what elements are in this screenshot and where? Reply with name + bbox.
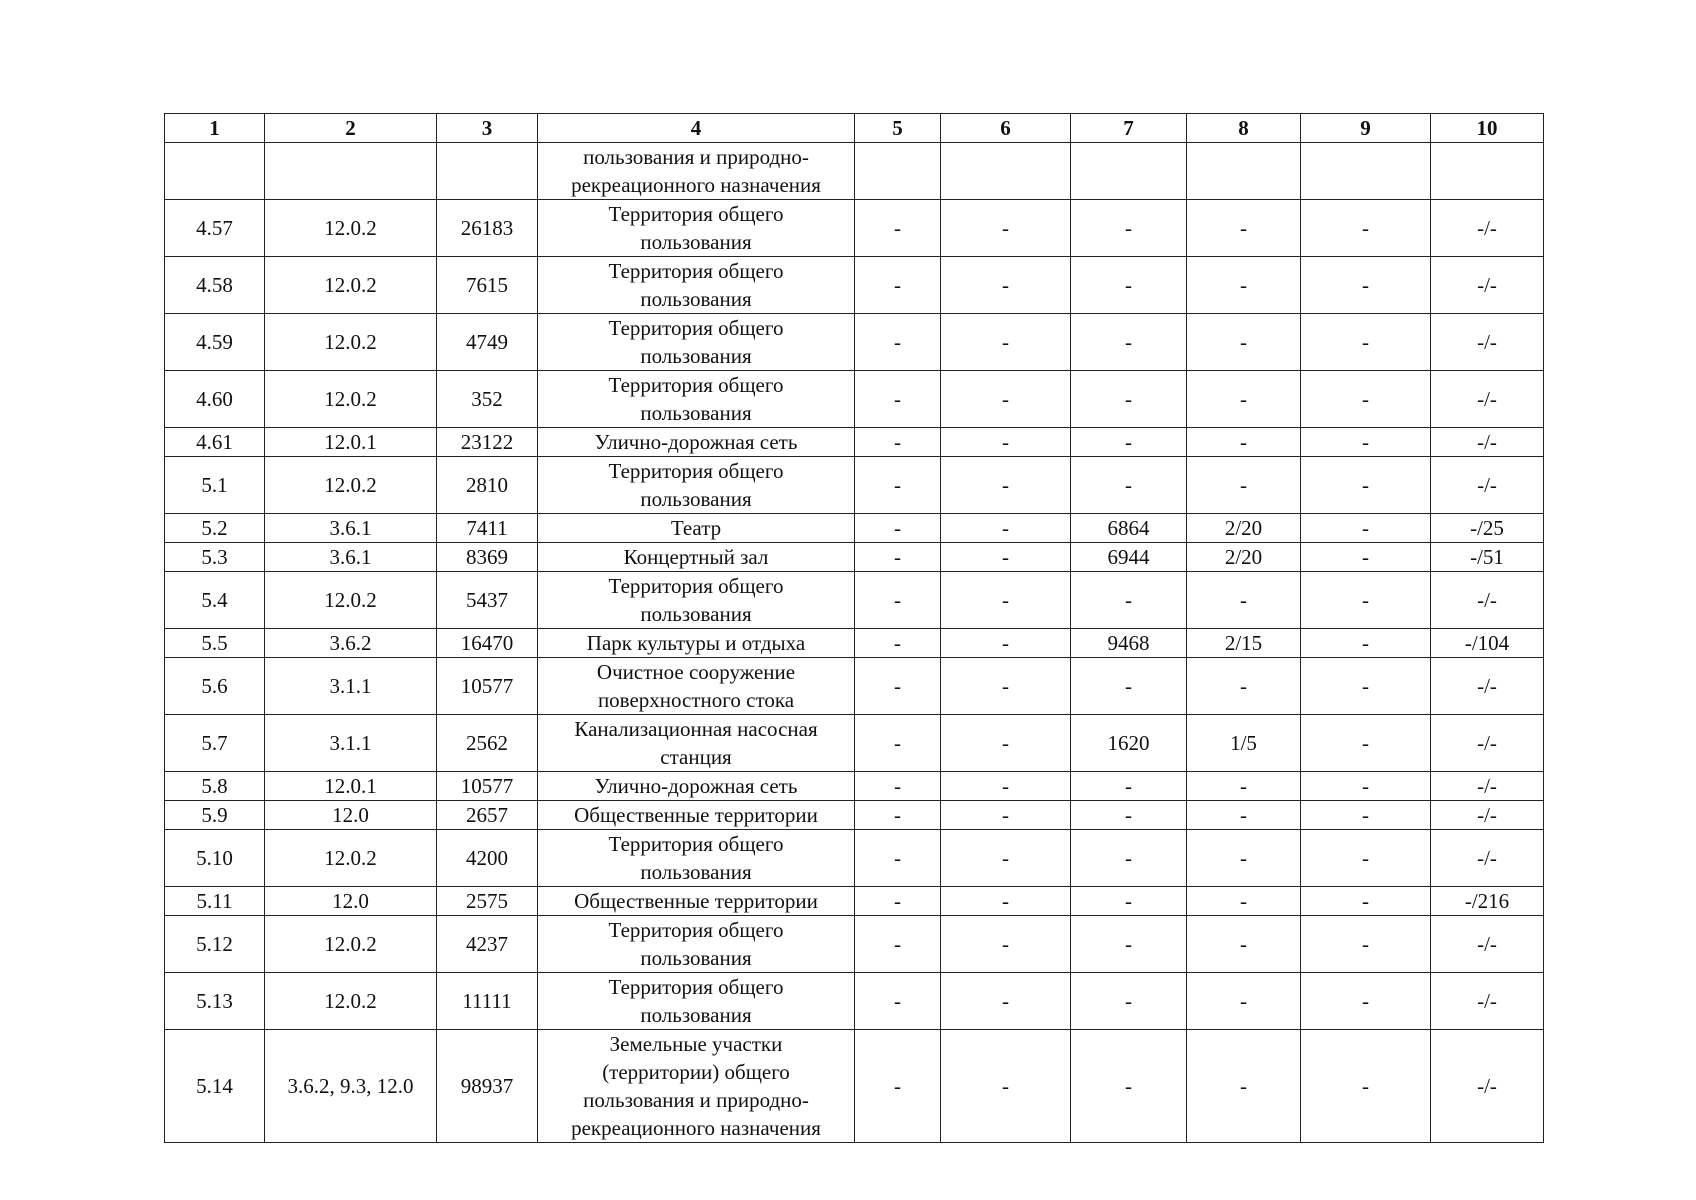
cell-name: Территория общего пользования xyxy=(538,314,855,371)
cell-col5: - xyxy=(855,428,941,457)
cell-col8: - xyxy=(1187,428,1301,457)
cell-area: 11111 xyxy=(437,973,538,1030)
cell-row-number: 5.3 xyxy=(165,543,265,572)
cell-col7: - xyxy=(1071,1030,1187,1143)
cell-col5: - xyxy=(855,572,941,629)
cell-code: 12.0.2 xyxy=(265,257,437,314)
cell-row-number: 4.60 xyxy=(165,371,265,428)
cell-col9: - xyxy=(1301,200,1431,257)
cell-col6: - xyxy=(941,916,1071,973)
table-row xyxy=(165,257,1544,314)
cell-row-number: 4.61 xyxy=(165,428,265,457)
cell-col8: - xyxy=(1187,830,1301,887)
cell-col6 xyxy=(941,143,1071,200)
cell-col6: - xyxy=(941,801,1071,830)
cell-col10: -/25 xyxy=(1431,514,1544,543)
table-row xyxy=(165,371,1544,428)
cell-col5: - xyxy=(855,715,941,772)
cell-area: 98937 xyxy=(437,1030,538,1143)
cell-code: 12.0 xyxy=(265,887,437,916)
cell-col10: -/- xyxy=(1431,572,1544,629)
cell-col8: 1/5 xyxy=(1187,715,1301,772)
cell-name: Территория общего пользования xyxy=(538,457,855,514)
cell-col6: - xyxy=(941,658,1071,715)
cell-col9: - xyxy=(1301,514,1431,543)
cell-col9: - xyxy=(1301,543,1431,572)
cell-area xyxy=(437,143,538,200)
cell-col10: -/51 xyxy=(1431,543,1544,572)
cell-col5: - xyxy=(855,916,941,973)
cell-code: 3.6.1 xyxy=(265,514,437,543)
cell-row-number: 5.5 xyxy=(165,629,265,658)
cell-row-number: 5.7 xyxy=(165,715,265,772)
cell-code: 3.6.2, 9.3, 12.0 xyxy=(265,1030,437,1143)
table-row xyxy=(165,428,1544,457)
cell-col5: - xyxy=(855,1030,941,1143)
table-row xyxy=(165,973,1544,1030)
cell-code: 12.0.2 xyxy=(265,200,437,257)
cell-col8: - xyxy=(1187,371,1301,428)
cell-col6: - xyxy=(941,457,1071,514)
cell-col5: - xyxy=(855,801,941,830)
table-row xyxy=(165,514,1544,543)
cell-col7 xyxy=(1071,143,1187,200)
cell-code xyxy=(265,143,437,200)
cell-area: 2575 xyxy=(437,887,538,916)
cell-col9: - xyxy=(1301,658,1431,715)
cell-area: 10577 xyxy=(437,658,538,715)
cell-code: 12.0.2 xyxy=(265,371,437,428)
cell-row-number: 5.13 xyxy=(165,973,265,1030)
table-row xyxy=(165,1030,1544,1143)
cell-col9: - xyxy=(1301,457,1431,514)
cell-col9: - xyxy=(1301,1030,1431,1143)
cell-col8: - xyxy=(1187,973,1301,1030)
cell-col7: - xyxy=(1071,658,1187,715)
header-cell: 10 xyxy=(1431,114,1544,143)
cell-code: 3.1.1 xyxy=(265,658,437,715)
cell-col9: - xyxy=(1301,715,1431,772)
cell-code: 3.6.1 xyxy=(265,543,437,572)
header-cell: 2 xyxy=(265,114,437,143)
table-row xyxy=(165,314,1544,371)
cell-col5: - xyxy=(855,514,941,543)
cell-col7: - xyxy=(1071,371,1187,428)
cell-col9: - xyxy=(1301,887,1431,916)
cell-col8: - xyxy=(1187,200,1301,257)
cell-col7: - xyxy=(1071,457,1187,514)
cell-row-number: 5.10 xyxy=(165,830,265,887)
cell-col5: - xyxy=(855,658,941,715)
header-cell: 7 xyxy=(1071,114,1187,143)
cell-name: Земельные участки (территории) общего пользования и природно- рекреационного назначения xyxy=(538,1030,855,1143)
cell-col9: - xyxy=(1301,314,1431,371)
cell-col5: - xyxy=(855,973,941,1030)
cell-name: Территория общего пользования xyxy=(538,830,855,887)
cell-col10: -/- xyxy=(1431,801,1544,830)
table-row xyxy=(165,916,1544,973)
cell-row-number: 5.11 xyxy=(165,887,265,916)
cell-col6: - xyxy=(941,887,1071,916)
cell-col7: - xyxy=(1071,428,1187,457)
cell-col10: -/- xyxy=(1431,830,1544,887)
cell-code: 3.1.1 xyxy=(265,715,437,772)
cell-row-number: 5.1 xyxy=(165,457,265,514)
cell-col7: - xyxy=(1071,830,1187,887)
cell-col6: - xyxy=(941,830,1071,887)
header-cell: 8 xyxy=(1187,114,1301,143)
cell-col5 xyxy=(855,143,941,200)
table-row xyxy=(165,143,1544,200)
cell-col8: - xyxy=(1187,772,1301,801)
cell-col6: - xyxy=(941,772,1071,801)
cell-area: 7615 xyxy=(437,257,538,314)
cell-col9: - xyxy=(1301,371,1431,428)
cell-col8 xyxy=(1187,143,1301,200)
table-row xyxy=(165,572,1544,629)
cell-col5: - xyxy=(855,371,941,428)
cell-name: Канализационная насосная станция xyxy=(538,715,855,772)
cell-col6: - xyxy=(941,428,1071,457)
cell-area: 2657 xyxy=(437,801,538,830)
cell-col7: - xyxy=(1071,200,1187,257)
cell-col5: - xyxy=(855,314,941,371)
cell-col9: - xyxy=(1301,257,1431,314)
cell-code: 12.0.2 xyxy=(265,830,437,887)
cell-col8: - xyxy=(1187,572,1301,629)
cell-name: Общественные территории xyxy=(538,887,855,916)
cell-name: Территория общего пользования xyxy=(538,257,855,314)
cell-col5: - xyxy=(855,200,941,257)
cell-area: 26183 xyxy=(437,200,538,257)
cell-col8: - xyxy=(1187,887,1301,916)
cell-col6: - xyxy=(941,314,1071,371)
cell-col8: - xyxy=(1187,257,1301,314)
cell-col6: - xyxy=(941,629,1071,658)
cell-col10: -/- xyxy=(1431,772,1544,801)
cell-col8: - xyxy=(1187,801,1301,830)
cell-col5: - xyxy=(855,257,941,314)
cell-col9: - xyxy=(1301,772,1431,801)
cell-col9: - xyxy=(1301,916,1431,973)
cell-col6: - xyxy=(941,1030,1071,1143)
cell-code: 12.0.1 xyxy=(265,772,437,801)
header-cell: 3 xyxy=(437,114,538,143)
header-cell: 4 xyxy=(538,114,855,143)
cell-area: 4749 xyxy=(437,314,538,371)
cell-row-number: 5.9 xyxy=(165,801,265,830)
data-table xyxy=(164,113,1544,1143)
cell-name: Территория общего пользования xyxy=(538,916,855,973)
cell-col10: -/- xyxy=(1431,973,1544,1030)
cell-col7: - xyxy=(1071,314,1187,371)
cell-col9: - xyxy=(1301,572,1431,629)
header-cell: 5 xyxy=(855,114,941,143)
cell-col9: - xyxy=(1301,428,1431,457)
cell-row-number: 5.12 xyxy=(165,916,265,973)
table-row xyxy=(165,715,1544,772)
cell-name: Концертный зал xyxy=(538,543,855,572)
cell-area: 2810 xyxy=(437,457,538,514)
cell-area: 8369 xyxy=(437,543,538,572)
cell-col6: - xyxy=(941,257,1071,314)
cell-col7: - xyxy=(1071,973,1187,1030)
cell-col8: - xyxy=(1187,1030,1301,1143)
cell-col5: - xyxy=(855,457,941,514)
cell-col10 xyxy=(1431,143,1544,200)
cell-col10: -/104 xyxy=(1431,629,1544,658)
cell-code: 12.0.2 xyxy=(265,572,437,629)
cell-col10: -/- xyxy=(1431,715,1544,772)
cell-area: 5437 xyxy=(437,572,538,629)
cell-area: 7411 xyxy=(437,514,538,543)
cell-col7: 6944 xyxy=(1071,543,1187,572)
cell-row-number: 4.57 xyxy=(165,200,265,257)
cell-col10: -/- xyxy=(1431,428,1544,457)
table-row xyxy=(165,830,1544,887)
cell-col10: -/- xyxy=(1431,916,1544,973)
cell-name: Парк культуры и отдыха xyxy=(538,629,855,658)
cell-name: Территория общего пользования xyxy=(538,371,855,428)
cell-row-number: 4.58 xyxy=(165,257,265,314)
header-cell: 6 xyxy=(941,114,1071,143)
table-row xyxy=(165,543,1544,572)
cell-col6: - xyxy=(941,715,1071,772)
table-row xyxy=(165,801,1544,830)
table-body xyxy=(165,143,1544,1143)
cell-area: 16470 xyxy=(437,629,538,658)
cell-col9: - xyxy=(1301,629,1431,658)
cell-row-number: 5.8 xyxy=(165,772,265,801)
header-row xyxy=(165,114,1544,143)
cell-col10: -/- xyxy=(1431,371,1544,428)
table-row xyxy=(165,658,1544,715)
cell-col9: - xyxy=(1301,830,1431,887)
cell-col6: - xyxy=(941,514,1071,543)
cell-name: Улично-дорожная сеть xyxy=(538,428,855,457)
cell-col5: - xyxy=(855,543,941,572)
cell-col7: - xyxy=(1071,572,1187,629)
cell-col7: - xyxy=(1071,887,1187,916)
cell-col8: - xyxy=(1187,658,1301,715)
cell-code: 3.6.2 xyxy=(265,629,437,658)
cell-col10: -/- xyxy=(1431,314,1544,371)
cell-col10: -/216 xyxy=(1431,887,1544,916)
cell-col9 xyxy=(1301,143,1431,200)
cell-name: Территория общего пользования xyxy=(538,973,855,1030)
cell-row-number: 4.59 xyxy=(165,314,265,371)
cell-col6: - xyxy=(941,200,1071,257)
cell-col7: - xyxy=(1071,801,1187,830)
cell-area: 23122 xyxy=(437,428,538,457)
table-row xyxy=(165,887,1544,916)
cell-col10: -/- xyxy=(1431,457,1544,514)
cell-col6: - xyxy=(941,371,1071,428)
cell-col8: - xyxy=(1187,457,1301,514)
cell-code: 12.0.2 xyxy=(265,457,437,514)
cell-area: 10577 xyxy=(437,772,538,801)
table-row xyxy=(165,772,1544,801)
cell-area: 4200 xyxy=(437,830,538,887)
cell-name: Театр xyxy=(538,514,855,543)
cell-col10: -/- xyxy=(1431,257,1544,314)
cell-col9: - xyxy=(1301,973,1431,1030)
cell-col10: -/- xyxy=(1431,200,1544,257)
cell-col6: - xyxy=(941,543,1071,572)
cell-col7: - xyxy=(1071,916,1187,973)
cell-col5: - xyxy=(855,629,941,658)
cell-row-number: 5.6 xyxy=(165,658,265,715)
cell-col8: - xyxy=(1187,916,1301,973)
cell-row-number: 5.4 xyxy=(165,572,265,629)
cell-code: 12.0 xyxy=(265,801,437,830)
table-row xyxy=(165,629,1544,658)
cell-col8: 2/15 xyxy=(1187,629,1301,658)
cell-col7: 9468 xyxy=(1071,629,1187,658)
cell-code: 12.0.2 xyxy=(265,973,437,1030)
cell-col9: - xyxy=(1301,801,1431,830)
table-row xyxy=(165,457,1544,514)
cell-name: Очистное сооружение поверхностного стока xyxy=(538,658,855,715)
cell-area: 2562 xyxy=(437,715,538,772)
header-cell: 1 xyxy=(165,114,265,143)
cell-row-number: 5.14 xyxy=(165,1030,265,1143)
cell-name: Территория общего пользования xyxy=(538,200,855,257)
cell-col8: - xyxy=(1187,314,1301,371)
cell-name: Общественные территории xyxy=(538,801,855,830)
cell-col8: 2/20 xyxy=(1187,514,1301,543)
table-row xyxy=(165,200,1544,257)
cell-code: 12.0.2 xyxy=(265,314,437,371)
cell-row-number: 5.2 xyxy=(165,514,265,543)
cell-col7: 6864 xyxy=(1071,514,1187,543)
header-cell: 9 xyxy=(1301,114,1431,143)
cell-row-number xyxy=(165,143,265,200)
cell-code: 12.0.1 xyxy=(265,428,437,457)
cell-name: Территория общего пользования xyxy=(538,572,855,629)
cell-code: 12.0.2 xyxy=(265,916,437,973)
cell-col8: 2/20 xyxy=(1187,543,1301,572)
cell-col7: - xyxy=(1071,257,1187,314)
cell-area: 352 xyxy=(437,371,538,428)
cell-name: пользования и природно- рекреационного назначения xyxy=(538,143,855,200)
cell-col7: - xyxy=(1071,772,1187,801)
cell-area: 4237 xyxy=(437,916,538,973)
cell-col5: - xyxy=(855,830,941,887)
cell-col10: -/- xyxy=(1431,658,1544,715)
cell-col5: - xyxy=(855,887,941,916)
cell-name: Улично-дорожная сеть xyxy=(538,772,855,801)
cell-col6: - xyxy=(941,973,1071,1030)
cell-col7: 1620 xyxy=(1071,715,1187,772)
cell-col10: -/- xyxy=(1431,1030,1544,1143)
cell-col5: - xyxy=(855,772,941,801)
table-header xyxy=(165,114,1544,143)
cell-col6: - xyxy=(941,572,1071,629)
